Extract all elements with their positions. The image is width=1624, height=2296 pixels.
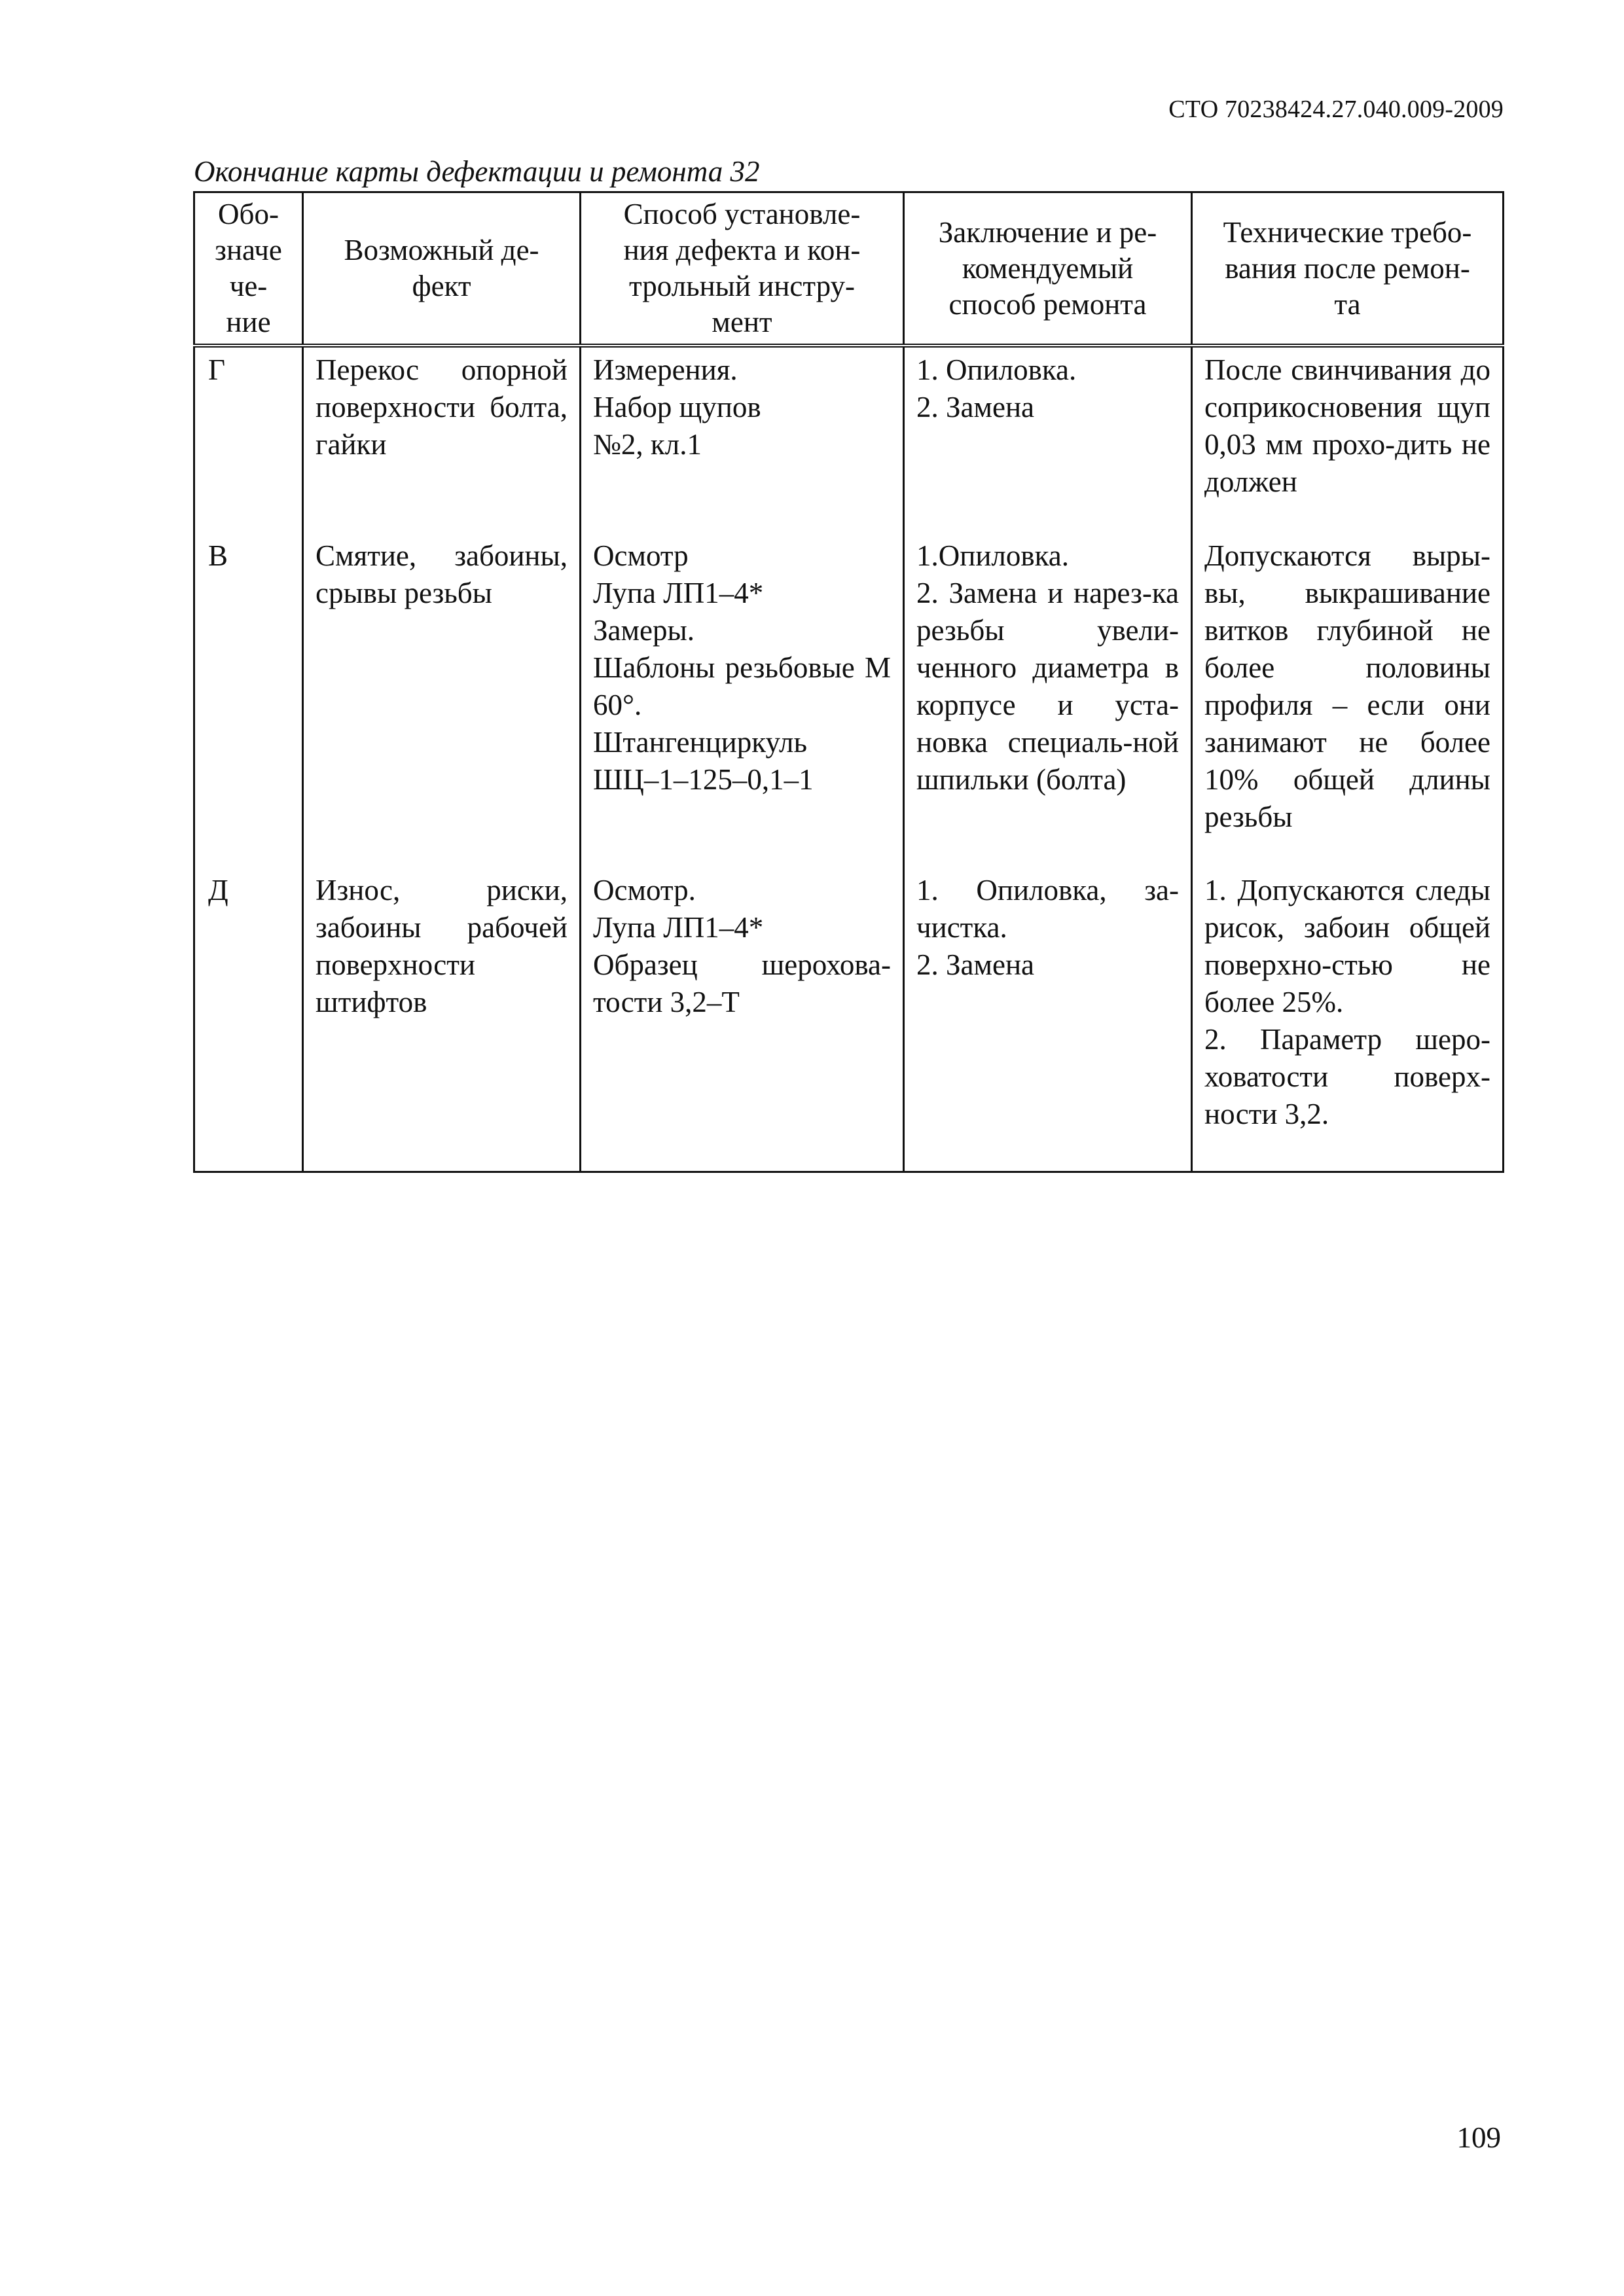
header-line: значе xyxy=(215,234,282,266)
conclusion-cell xyxy=(904,346,1192,533)
method-cell xyxy=(581,533,904,868)
conclusion-line: 1. Опиловка. xyxy=(916,353,1077,386)
conclusion-line: 2. Замена xyxy=(916,948,1035,981)
requirements-line: 2. Параметр шеро-ховатости поверх-ности 3,2. xyxy=(1204,1023,1490,1130)
requirements-cell xyxy=(1192,533,1504,868)
header-line: Заключение и ре- xyxy=(938,215,1157,249)
method-line: №2, кл.1 xyxy=(593,428,702,461)
method-line: Замеры. xyxy=(593,614,695,647)
column-header-designation xyxy=(194,192,303,346)
method-line: Штангенциркуль xyxy=(593,726,807,759)
requirements-cell xyxy=(1192,346,1504,533)
header-line: трольный инстру- xyxy=(629,270,855,302)
method-line: Набор щупов xyxy=(593,391,761,423)
header-line: комендуемый xyxy=(962,251,1134,285)
header-line: че- xyxy=(229,270,268,302)
method-line: Измерения. xyxy=(593,353,738,386)
designation-cell: Д xyxy=(194,868,303,1172)
header-line: Возможный де- xyxy=(344,234,539,266)
requirements-cell xyxy=(1192,868,1504,1172)
method-line: Осмотр xyxy=(593,539,689,572)
method-line: Осмотр. xyxy=(593,874,696,906)
header-line: Технические требо- xyxy=(1223,215,1472,249)
defect-cell: Перекос опорной поверхности болта, гайки xyxy=(303,346,581,533)
method-cell xyxy=(581,868,904,1172)
method-line: Образец шерохова-тости 3,2–Т xyxy=(593,948,891,1018)
method-line: Лупа ЛП1–4* xyxy=(593,911,764,944)
designation-cell: В xyxy=(194,533,303,868)
document-code: СТО 70238424.27.040.009-2009 xyxy=(1168,96,1504,123)
column-header-requirements xyxy=(1192,192,1504,346)
method-cell xyxy=(581,346,904,533)
header-line: та xyxy=(1334,287,1361,321)
table-caption: Окончание карты дефектации и ремонта 32 xyxy=(194,155,760,188)
conclusion-cell xyxy=(904,533,1192,868)
conclusion-line: 1. Опиловка, за-чистка. xyxy=(916,874,1179,944)
method-line: Лупа ЛП1–4* xyxy=(593,577,764,609)
conclusion-line: 2. Замена xyxy=(916,391,1035,423)
defect-repair-table xyxy=(193,191,1504,1173)
header-line: фект xyxy=(412,270,471,302)
header-line: Обо- xyxy=(218,198,279,230)
table-row xyxy=(194,346,1504,533)
designation-cell: Г xyxy=(194,346,303,533)
column-header-method xyxy=(581,192,904,346)
header-line: ния дефекта и кон- xyxy=(623,234,861,266)
header-line: мент xyxy=(712,306,772,338)
requirements-line: 1. Допускаются следы рисок, забоин общей поверхно-стью не более 25%. xyxy=(1204,874,1490,1018)
defect-cell: Износ, риски, забоины рабочей поверхности штифтов xyxy=(303,868,581,1172)
conclusion-line: 2. Замена и нарез-ка резьбы увели-ченного диаметра в корпусе и уста-новка специаль-ной шпильки (болта) xyxy=(916,577,1179,796)
table-header-row xyxy=(194,192,1504,346)
conclusion-cell xyxy=(904,868,1192,1172)
header-line: Способ установле- xyxy=(623,198,861,230)
header-line: ние xyxy=(226,306,271,338)
column-header-defect xyxy=(303,192,581,346)
header-line: вания после ремон- xyxy=(1225,251,1470,285)
column-header-conclusion xyxy=(904,192,1192,346)
method-line: ШЦ–1–125–0,1–1 xyxy=(593,763,814,796)
conclusion-line: 1.Опиловка. xyxy=(916,539,1070,572)
method-line: Шаблоны резьбовые М 60°. xyxy=(593,651,891,721)
requirements-line: После свинчивания до соприкосновения щуп 0,03 мм прохо-дить не должен xyxy=(1204,353,1490,498)
page-number: 109 xyxy=(1456,2121,1501,2154)
requirements-line: Допускаются выры-вы, выкрашивание витков глубиной не более половины профиля – если они занимают не более 10% общей длины резьбы xyxy=(1204,539,1490,833)
table-row xyxy=(194,533,1504,868)
header-line: способ ремонта xyxy=(948,287,1147,321)
defect-cell: Смятие, забоины, срывы резьбы xyxy=(303,533,581,868)
table-row xyxy=(194,868,1504,1172)
